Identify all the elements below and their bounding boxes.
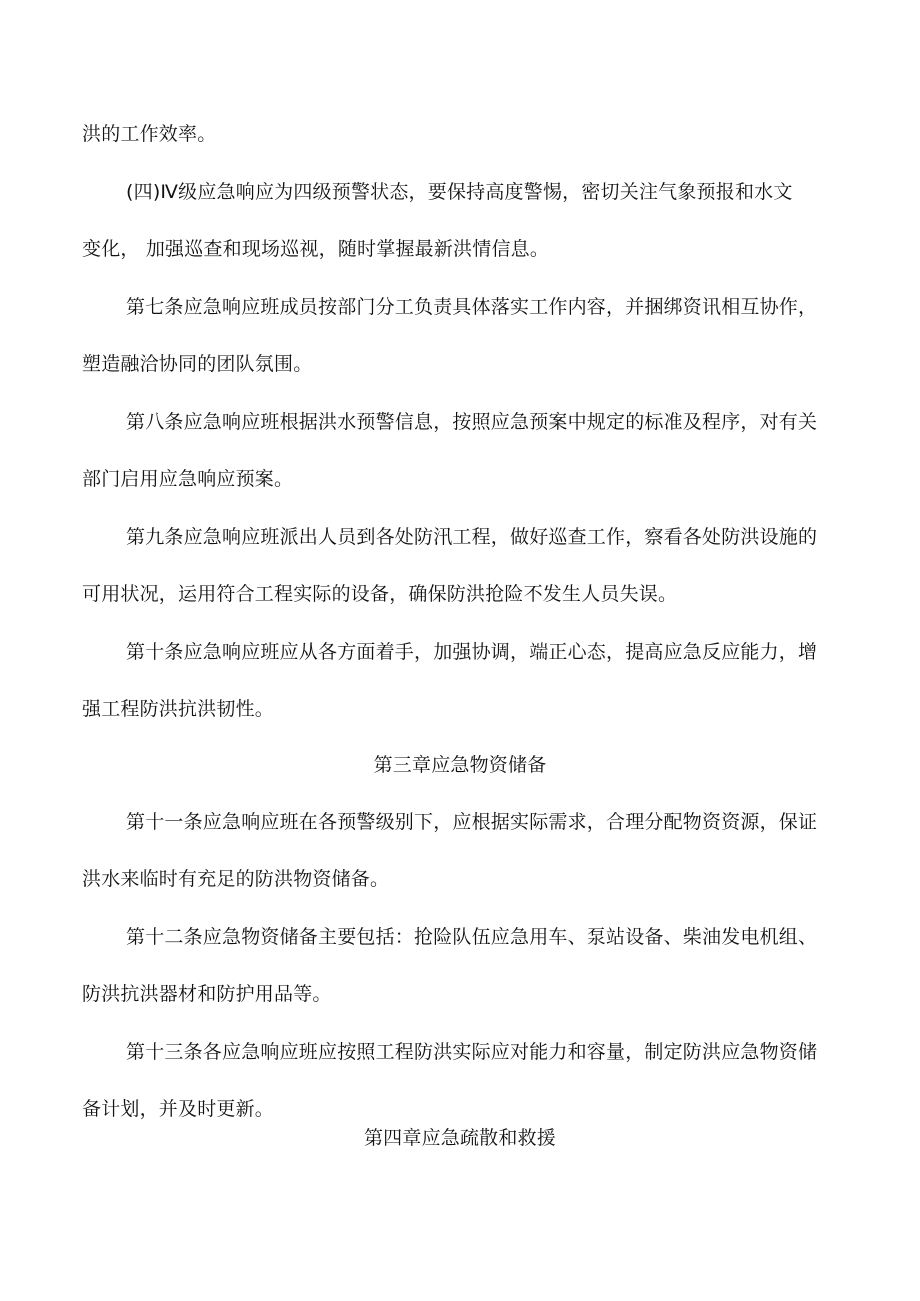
paragraph-line: 第九条应急响应班派出人员到各处防汛工程，做好巡查工作，察看各处防洪设施的 [126,526,818,548]
chapter-heading: 第四章应急疏散和救援 [363,1127,556,1149]
paragraph-line: 强工程防洪抗洪韧性。 [82,698,275,720]
paragraph-line: 第十三条各应急响应班应按照工程防洪实际应对能力和容量，制定防洪应急物资储 [126,1041,818,1063]
paragraph-line: 第八条应急响应班根据洪水预警信息，按照应急预案中规定的标准及程序，对有关 [126,411,818,433]
paragraph-line: 第七条应急响应班成员按部门分工负责具体落实工作内容，并捆绑资讯相互协作， [126,296,818,318]
paragraph-line: 洪的工作效率。 [82,123,217,145]
paragraph-line: 防洪抗洪器材和防护用品等。 [82,983,332,1005]
paragraph-line: (四)Ⅳ级应急响应为四级预警状态，要保持高度警惕，密切关注气象预报和水文 [126,181,793,203]
paragraph-line: 第十二条应急物资储备主要包括：抢险队伍应急用车、泵站设备、柴油发电机组、 [126,926,818,948]
paragraph-line: 变化， 加强巡查和现场巡视，随时掌握最新洪情信息。 [82,238,550,260]
paragraph-line: 部门启用应急响应预案。 [82,468,294,490]
paragraph-line: 第十一条应急响应班在各预警级别下，应根据实际需求，合理分配物资资源，保证 [126,811,818,833]
paragraph-line: 塑造融洽协同的团队氛围。 [82,353,313,375]
chapter-heading: 第三章应急物资储备 [373,754,547,776]
paragraph-line: 第十条应急响应班应从各方面着手，加强协调，端正心态，提高应急反应能力，增 [126,641,818,663]
paragraph-line: 可用状况，运用符合工程实际的设备，确保防洪抢险不发生人员失误。 [82,583,678,605]
paragraph-line: 洪水来临时有充足的防洪物资储备。 [82,868,390,890]
paragraph-line: 备计划，并及时更新。 [82,1098,275,1120]
